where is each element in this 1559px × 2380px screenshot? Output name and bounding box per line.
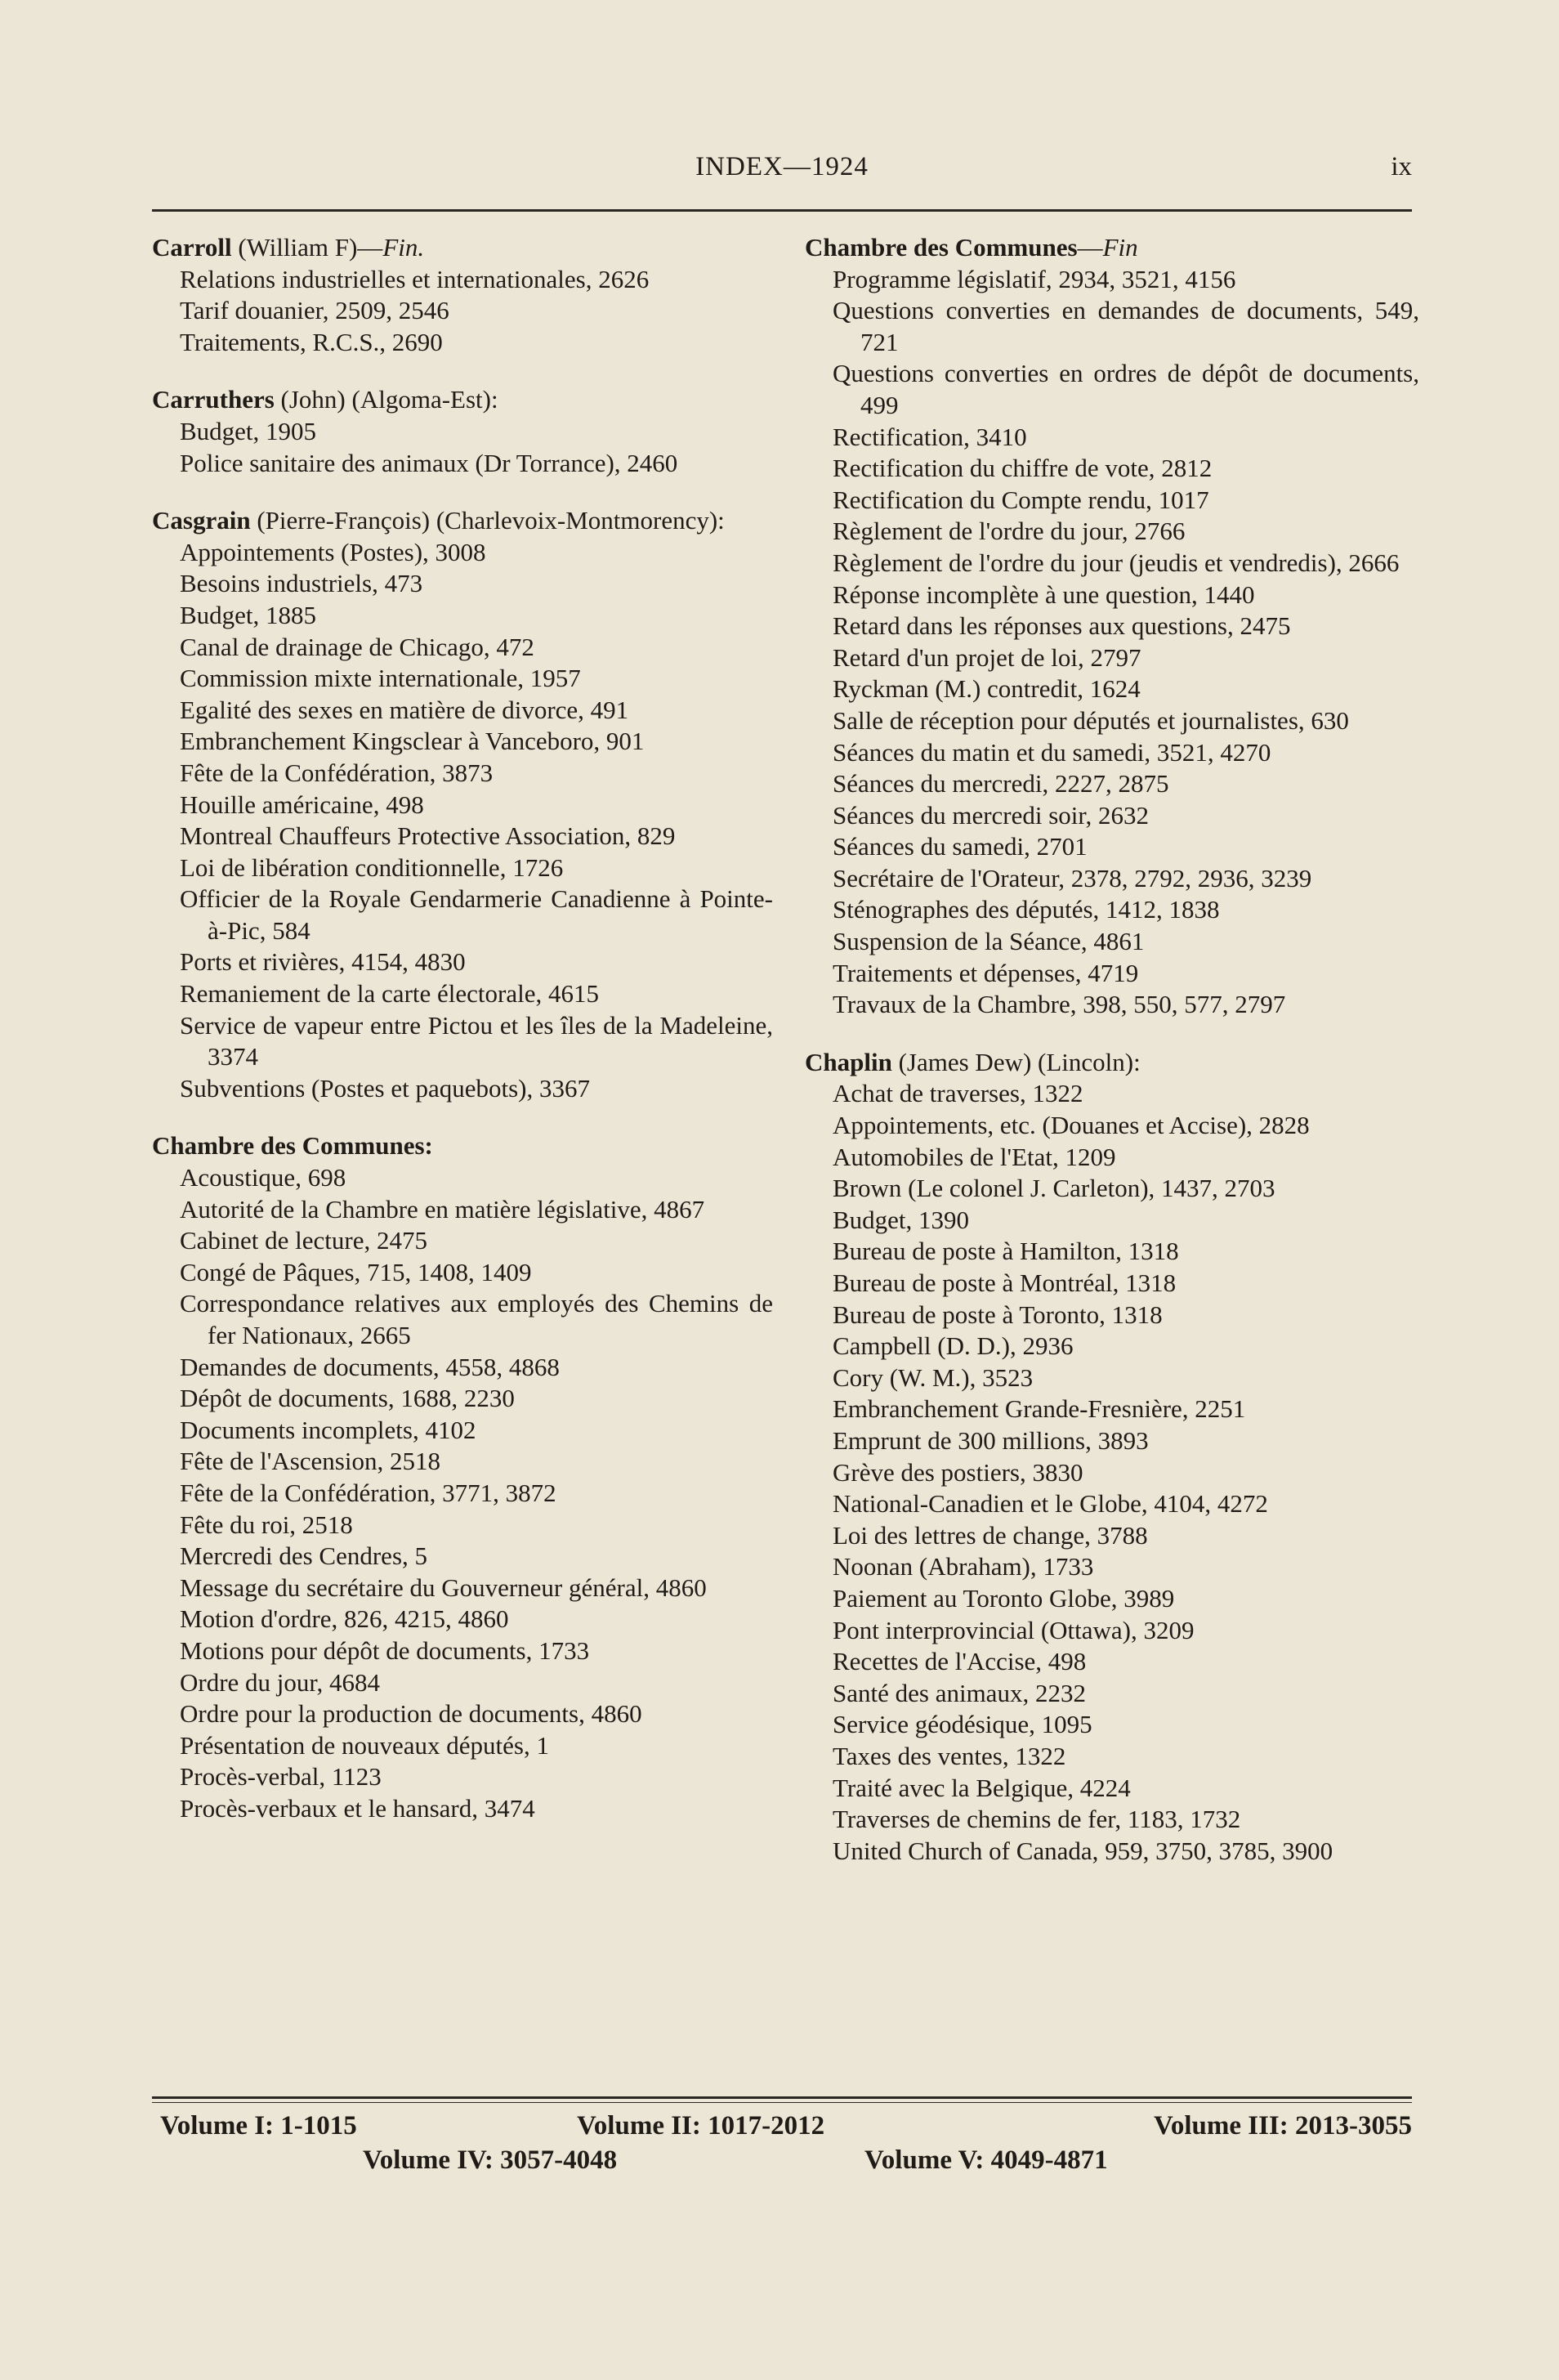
- subentry-text: Congé de Pâques, 715, 1408, 1409: [180, 1257, 532, 1286]
- footer-rule-thin: [152, 2102, 1412, 2103]
- subentry: [805, 611, 1419, 642]
- subentry: [805, 1457, 1419, 1489]
- subentry-text: United Church of Canada, 959, 3750, 3785, 3900: [833, 1836, 1333, 1865]
- subentry-text: Ryckman (M.) contredit, 1624: [833, 674, 1141, 704]
- left-column: [152, 232, 773, 1851]
- index-entry: [152, 384, 773, 479]
- subentry-text: Mercredi des Cendres, 5: [180, 1541, 428, 1571]
- entry-heading: [152, 384, 773, 416]
- subentry: [805, 1583, 1419, 1615]
- subentry: [152, 790, 773, 821]
- index-entry: [805, 1047, 1419, 1867]
- subentry: [805, 1615, 1419, 1647]
- subentry: [805, 1078, 1419, 1110]
- entry-heading: [152, 1130, 773, 1162]
- subentry: [805, 1205, 1419, 1237]
- subentry: [805, 1142, 1419, 1174]
- subentry-text: Remaniement de la carte électorale, 4615: [180, 979, 599, 1009]
- subentry: [805, 863, 1419, 895]
- subentry-text: Bureau de poste à Toronto, 1318: [833, 1300, 1163, 1329]
- subentry: [805, 358, 1419, 421]
- subentry: [152, 695, 773, 727]
- subentry: [152, 568, 773, 600]
- subentry-text: Campbell (D. D.), 2936: [833, 1331, 1074, 1361]
- subentry: [805, 264, 1419, 296]
- subentry: [152, 1541, 773, 1572]
- index-entry: [152, 1130, 773, 1824]
- page-number: ix: [1391, 152, 1412, 181]
- entry-qualifier: (James Dew) (Lincoln):: [891, 1047, 1141, 1076]
- subentry: [805, 1268, 1419, 1300]
- subentry-text: Embranchement Grande-Fresnière, 2251: [833, 1394, 1246, 1424]
- subentry-text: Appointements (Postes), 3008: [180, 537, 486, 566]
- subentry-text: Cory (W. M.), 3523: [833, 1362, 1034, 1392]
- entry-name: Casgrain: [152, 506, 251, 535]
- subentry: [805, 1773, 1419, 1805]
- subentry-text: Ports et rivières, 4154, 4830: [180, 947, 466, 977]
- subentry-text: Retard dans les réponses aux questions, 2475: [833, 611, 1291, 641]
- subentry: [152, 978, 773, 1010]
- index-entry: [152, 505, 773, 1104]
- subentry: [152, 1162, 773, 1194]
- footer-rule: [152, 2096, 1412, 2099]
- subentry-text: Questions converties en ordres de dépôt de documents, 499: [833, 359, 1419, 419]
- subentry: [152, 537, 773, 569]
- subentry: [152, 1730, 773, 1762]
- subentry: [805, 926, 1419, 958]
- subentry-text: Motion d'ordre, 826, 4215, 4860: [180, 1604, 509, 1634]
- subentry: [805, 705, 1419, 737]
- subentry-text: Budget, 1390: [833, 1205, 970, 1234]
- entry-qualifier: (John) (Algoma-Est):: [274, 385, 498, 414]
- subentry: [805, 579, 1419, 611]
- subentry: [152, 1510, 773, 1541]
- subentry: [152, 327, 773, 359]
- subentry: [152, 448, 773, 480]
- subentry: [805, 737, 1419, 769]
- subentry-text: Canal de drainage de Chicago, 472: [180, 632, 534, 661]
- subentry: [805, 1520, 1419, 1552]
- subentry: [805, 548, 1419, 579]
- subentry-text: Tarif douanier, 2509, 2546: [180, 296, 449, 325]
- subentry-text: Motions pour dépôt de documents, 1733: [180, 1635, 590, 1665]
- subentry-text: Traverses de chemins de fer, 1183, 1732: [833, 1805, 1241, 1834]
- subentry-text: Documents incomplets, 4102: [180, 1415, 476, 1444]
- subentry-text: Demandes de documents, 4558, 4868: [180, 1352, 560, 1381]
- volume-3-range: Volume III: 2013-3055: [1154, 2111, 1412, 2141]
- volume-2-range: Volume II: 1017-2012: [577, 2111, 825, 2141]
- subentry: [805, 1551, 1419, 1583]
- index-entry: [152, 232, 773, 358]
- subentry: [805, 642, 1419, 674]
- subentry-text: Fête du roi, 2518: [180, 1510, 353, 1539]
- subentry: [152, 600, 773, 632]
- subentry-text: Taxes des ventes, 1322: [833, 1741, 1066, 1770]
- subentry-text: Commission mixte internationale, 1957: [180, 664, 581, 693]
- entry-name: Carroll: [152, 233, 232, 262]
- entry-qualifier: —: [1077, 233, 1103, 262]
- subentry-text: Budget, 1905: [180, 416, 317, 445]
- subentry-text: Salle de réception pour députés et journalistes, 630: [833, 705, 1349, 735]
- subentry-text: Traitements, R.C.S., 2690: [180, 327, 443, 356]
- subentry-text: Besoins industriels, 473: [180, 569, 423, 598]
- subentry-text: Loi des lettres de change, 3788: [833, 1520, 1148, 1550]
- subentry: [805, 673, 1419, 705]
- subentry-text: Ordre pour la production de documents, 4860: [180, 1699, 642, 1729]
- subentry-text: Procès-verbaux et le hansard, 3474: [180, 1793, 535, 1823]
- subentry-text: National-Canadien et le Globe, 4104, 4272: [833, 1489, 1268, 1519]
- subentry-text: Questions converties en demandes de documents, 549, 721: [833, 296, 1419, 356]
- subentry-text: Pont interprovincial (Ottawa), 3209: [833, 1615, 1195, 1644]
- subentry: [805, 422, 1419, 454]
- subentry: [152, 1352, 773, 1384]
- subentry: [152, 821, 773, 852]
- subentry: [152, 1604, 773, 1635]
- subentry: [805, 1331, 1419, 1362]
- volume-1-range: Volume I: 1-1015: [160, 2111, 357, 2141]
- subentry: [152, 416, 773, 448]
- subentry: [152, 295, 773, 327]
- subentry-text: Budget, 1885: [180, 600, 317, 629]
- subentry: [805, 1300, 1419, 1331]
- subentry: [152, 1383, 773, 1415]
- subentry: [152, 1446, 773, 1478]
- index-entry: [805, 232, 1419, 1021]
- subentry-text: Bureau de poste à Hamilton, 1318: [833, 1237, 1179, 1266]
- subentry-text: Travaux de la Chambre, 398, 550, 577, 2797: [833, 990, 1286, 1019]
- subentry: [805, 295, 1419, 358]
- subentry-text: Séances du mercredi, 2227, 2875: [833, 769, 1169, 799]
- subentry-text: Retard d'un projet de loi, 2797: [833, 642, 1141, 672]
- entry-heading: [805, 1047, 1419, 1079]
- subentry-text: Programme législatif, 2934, 3521, 4156: [833, 264, 1236, 293]
- entry-continuation-mark: Fin: [1102, 233, 1138, 262]
- subentry: [805, 1362, 1419, 1394]
- subentry-text: Montreal Chauffeurs Protective Association, 829: [180, 821, 676, 851]
- running-head: [152, 152, 1412, 188]
- subentry-text: Appointements, etc. (Douanes et Accise), 2828: [833, 1111, 1310, 1140]
- subentry-text: Acoustique, 698: [180, 1163, 346, 1192]
- subentry: [152, 1761, 773, 1793]
- subentry: [805, 485, 1419, 517]
- subentry-text: Emprunt de 300 millions, 3893: [833, 1425, 1149, 1455]
- subentry-text: Réponse incomplète à une question, 1440: [833, 579, 1255, 609]
- page-title: INDEX—1924: [695, 152, 869, 181]
- subentry: [152, 1793, 773, 1825]
- subentry-text: Séances du matin et du samedi, 3521, 4270: [833, 737, 1271, 767]
- subentry-text: Service géodésique, 1095: [833, 1710, 1092, 1739]
- subentry: [152, 852, 773, 884]
- subentry: [805, 1173, 1419, 1205]
- subentry-text: Correspondance relatives aux employés des Chemins de fer Nationaux, 2665: [180, 1289, 773, 1349]
- subentry-text: Cabinet de lecture, 2475: [180, 1226, 428, 1255]
- entry-name: Chambre des Communes:: [152, 1131, 433, 1161]
- subentry: [805, 1678, 1419, 1710]
- subentry: [152, 758, 773, 790]
- subentry-text: Fête de l'Ascension, 2518: [180, 1447, 440, 1476]
- subentry-text: Message du secrétaire du Gouverneur général, 4860: [180, 1572, 707, 1602]
- subentry: [805, 958, 1419, 990]
- subentry: [805, 831, 1419, 863]
- subentry-text: Santé des animaux, 2232: [833, 1678, 1086, 1707]
- subentry: [805, 1394, 1419, 1425]
- subentry-text: Bureau de poste à Montréal, 1318: [833, 1268, 1177, 1297]
- subentry-text: Suspension de la Séance, 4861: [833, 927, 1145, 956]
- entry-heading: [152, 505, 773, 537]
- volume-4-range: Volume IV: 3057-4048: [363, 2145, 618, 2175]
- subentry: [152, 264, 773, 296]
- subentry-text: Dépôt de documents, 1688, 2230: [180, 1384, 515, 1413]
- subentry: [152, 1698, 773, 1730]
- entry-qualifier: (Pierre-François) (Charlevoix-Montmorency):: [250, 506, 725, 535]
- subentry-text: Autorité de la Chambre en matière législative, 4867: [180, 1194, 705, 1224]
- subentry: [805, 768, 1419, 800]
- subentry-text: Fête de la Confédération, 3771, 3872: [180, 1478, 556, 1507]
- entry-name: Chaplin: [805, 1047, 892, 1076]
- subentry-text: Traitements et dépenses, 4719: [833, 958, 1139, 987]
- subentry-text: Achat de traverses, 1322: [833, 1079, 1083, 1108]
- subentry-text: Séances du samedi, 2701: [833, 832, 1088, 861]
- header-rule: [152, 209, 1412, 212]
- entry-continuation-mark: Fin.: [382, 233, 425, 262]
- subentry: [805, 1646, 1419, 1678]
- subentry-text: Recettes de l'Accise, 498: [833, 1647, 1087, 1676]
- subentry-text: Loi de libération conditionnelle, 1726: [180, 852, 564, 882]
- subentry-text: Grève des postiers, 3830: [833, 1457, 1083, 1487]
- subentry: [152, 1635, 773, 1667]
- subentry: [805, 1236, 1419, 1268]
- subentry: [152, 1572, 773, 1604]
- right-column: [805, 232, 1419, 1893]
- subentry-text: Noonan (Abraham), 1733: [833, 1552, 1094, 1581]
- subentry-text: Rectification du Compte rendu, 1017: [833, 485, 1209, 514]
- subentry: [152, 1667, 773, 1699]
- subentry-text: Service de vapeur entre Pictou et les îles de la Madeleine, 3374: [180, 1010, 773, 1071]
- subentry: [152, 1073, 773, 1105]
- subentry: [152, 1288, 773, 1351]
- subentry: [805, 1836, 1419, 1868]
- subentry: [805, 894, 1419, 926]
- subentry: [152, 1478, 773, 1510]
- subentry-text: Officier de la Royale Gendarmerie Canadienne à Pointe-à-Pic, 584: [180, 884, 773, 945]
- subentry: [152, 1010, 773, 1073]
- subentry-text: Secrétaire de l'Orateur, 2378, 2792, 2936, 3239: [833, 863, 1312, 892]
- entry-qualifier: (William F)—: [231, 233, 383, 262]
- subentry: [152, 1257, 773, 1289]
- subentry-text: Fête de la Confédération, 3873: [180, 758, 494, 787]
- subentry-text: Paiement au Toronto Globe, 3989: [833, 1583, 1175, 1613]
- subentry-text: Automobiles de l'Etat, 1209: [833, 1142, 1116, 1171]
- subentry-text: Houille américaine, 498: [180, 790, 424, 819]
- subentry-text: Présentation de nouveaux députés, 1: [180, 1730, 549, 1760]
- subentry-text: Traité avec la Belgique, 4224: [833, 1773, 1131, 1802]
- subentry: [805, 1709, 1419, 1741]
- subentry: [152, 946, 773, 978]
- subentry-text: Brown (Le colonel J. Carleton), 1437, 2703: [833, 1174, 1275, 1203]
- subentry-text: Egalité des sexes en matière de divorce, 491: [180, 695, 629, 724]
- entry-name: Chambre des Communes: [805, 233, 1078, 262]
- subentry: [805, 1425, 1419, 1457]
- subentry-text: Procès-verbal, 1123: [180, 1762, 382, 1792]
- subentry: [152, 884, 773, 946]
- subentry-text: Rectification du chiffre de vote, 2812: [833, 454, 1213, 483]
- subentry: [152, 632, 773, 664]
- subentry: [805, 1741, 1419, 1773]
- subentry: [805, 1110, 1419, 1142]
- subentry: [152, 726, 773, 758]
- subentry-text: Police sanitaire des animaux (Dr Torrance), 2460: [180, 448, 678, 477]
- subentry-text: Relations industrielles et internationales, 2626: [180, 264, 650, 293]
- subentry: [152, 1225, 773, 1257]
- entry-name: Carruthers: [152, 385, 275, 414]
- subentry-text: Ordre du jour, 4684: [180, 1667, 380, 1697]
- volume-5-range: Volume V: 4049-4871: [864, 2145, 1108, 2175]
- subentry: [805, 1804, 1419, 1836]
- entry-heading: [152, 232, 773, 264]
- subentry-text: Subventions (Postes et paquebots), 3367: [180, 1073, 590, 1103]
- subentry-text: Séances du mercredi soir, 2632: [833, 800, 1150, 830]
- subentry: [805, 453, 1419, 485]
- subentry: [152, 663, 773, 695]
- subentry-text: Embranchement Kingsclear à Vanceboro, 901: [180, 727, 645, 756]
- subentry-text: Règlement de l'ordre du jour (jeudis et vendredis), 2666: [833, 548, 1400, 577]
- subentry-text: Sténographes des députés, 1412, 1838: [833, 895, 1220, 924]
- subentry-text: Règlement de l'ordre du jour, 2766: [833, 517, 1186, 546]
- entry-heading: [805, 232, 1419, 264]
- subentry: [805, 989, 1419, 1021]
- subentry: [805, 800, 1419, 832]
- subentry: [805, 1488, 1419, 1520]
- subentry: [152, 1194, 773, 1226]
- subentry: [152, 1415, 773, 1447]
- subentry-text: Rectification, 3410: [833, 422, 1027, 451]
- subentry: [805, 516, 1419, 548]
